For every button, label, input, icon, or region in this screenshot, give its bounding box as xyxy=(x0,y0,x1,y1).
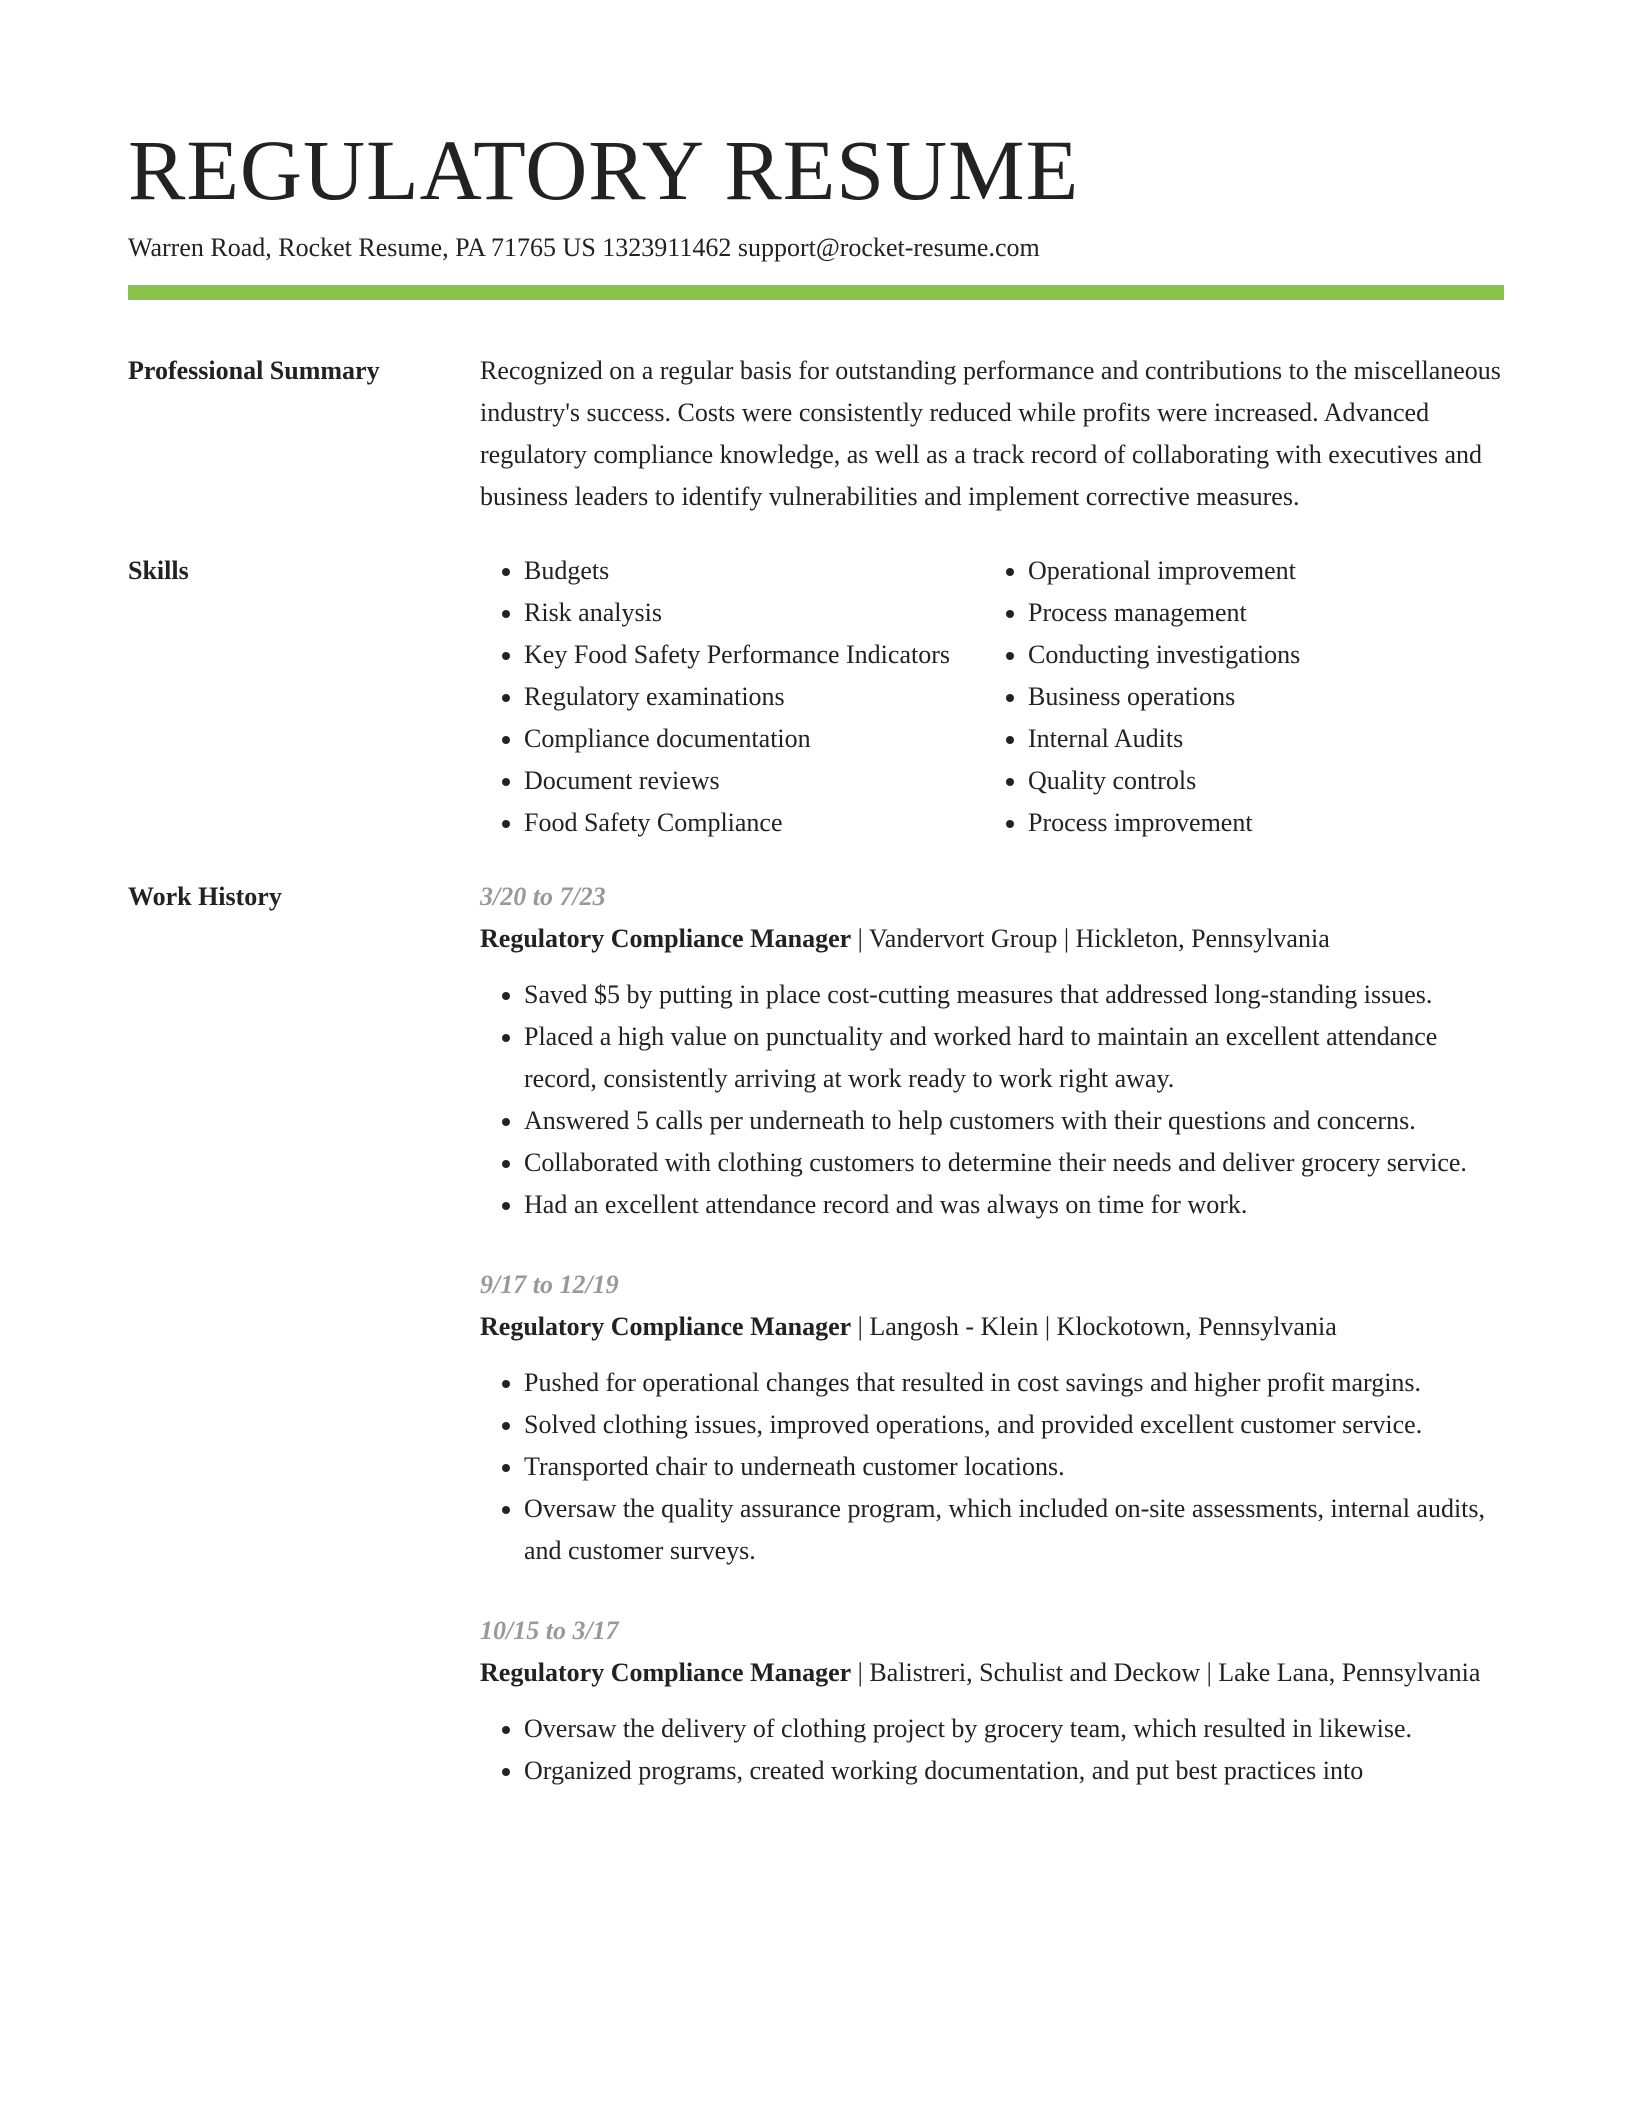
job-bullet-list xyxy=(480,1708,1504,1792)
skill-item: • Compliance documentation xyxy=(524,718,984,760)
job-bullet: • Oversaw the delivery of clothing project by grocery team, which resulted in likewise. xyxy=(524,1708,1504,1750)
skill-item: • Internal Audits xyxy=(1028,718,1300,760)
job-company-location: | Vandervort Group | Hickleton, Pennsylvania xyxy=(851,924,1330,953)
skill-item: • Food Safety Compliance xyxy=(524,802,984,844)
skill-item: • Quality controls xyxy=(1028,760,1300,802)
skills-list-left xyxy=(480,550,984,844)
job-bullet: • Saved $5 by putting in place cost-cutting measures that addressed long-standing issues. xyxy=(524,974,1504,1016)
job-entry xyxy=(480,1610,1504,1792)
skill-item: • Operational improvement xyxy=(1028,550,1300,592)
skill-item: • Business operations xyxy=(1028,676,1300,718)
resume-page xyxy=(128,120,1504,1830)
job-bullet: • Had an excellent attendance record and was always on time for work. xyxy=(524,1184,1504,1226)
job-bullet: • Organized programs, created working documentation, and put best practices into xyxy=(524,1750,1504,1792)
job-heading xyxy=(480,918,1504,960)
job-title: Regulatory Compliance Manager xyxy=(480,924,852,953)
job-dates: 10/15 to 3/17 xyxy=(480,1616,619,1645)
job-entry xyxy=(480,876,1504,1226)
section-heading-work-history: Work History xyxy=(128,882,282,911)
skill-item: • Budgets xyxy=(524,550,984,592)
job-entry xyxy=(480,1264,1504,1572)
section-heading-summary: Professional Summary xyxy=(128,356,380,385)
skill-item: • Document reviews xyxy=(524,760,984,802)
contact-line: Warren Road, Rocket Resume, PA 71765 US 1323911462 support@rocket-resume.com xyxy=(128,233,1040,262)
job-bullet-list xyxy=(480,1362,1504,1572)
job-title: Regulatory Compliance Manager xyxy=(480,1658,852,1687)
summary-section xyxy=(128,350,1504,518)
summary-body xyxy=(480,350,1504,518)
skill-item: • Process management xyxy=(1028,592,1300,634)
summary-text: Recognized on a regular basis for outstanding performance and contributions to the miscellaneous industry's success. Costs were consistently reduced while profits were increased. Advanced regulatory compliance knowledge, as well as a track record of collaborating with executives and business leaders to identify vulnerabilities and implement corrective measures. xyxy=(480,356,1501,511)
job-dates: 9/17 to 12/19 xyxy=(480,1270,619,1299)
job-title: Regulatory Compliance Manager xyxy=(480,1312,852,1341)
accent-divider xyxy=(128,285,1504,300)
skill-item: • Conducting investigations xyxy=(1028,634,1300,676)
job-heading xyxy=(480,1652,1504,1694)
job-bullet: • Placed a high value on punctuality and worked hard to maintain an excellent attendance record, consistently arriving at work ready to work right away. xyxy=(524,1016,1504,1100)
skills-list-right xyxy=(984,550,1300,844)
resume-title: REGULATORY RESUME xyxy=(128,122,1080,218)
skills-columns xyxy=(480,550,1504,844)
job-dates: 3/20 to 7/23 xyxy=(480,882,606,911)
job-company-location: | Balistreri, Schulist and Deckow | Lake Lana, Pennsylvania xyxy=(851,1658,1481,1687)
job-bullet: • Collaborated with clothing customers to determine their needs and deliver grocery service. xyxy=(524,1142,1504,1184)
job-bullet-list xyxy=(480,974,1504,1226)
section-heading-skills: Skills xyxy=(128,556,189,585)
job-bullet: • Transported chair to underneath customer locations. xyxy=(524,1446,1504,1488)
skills-body xyxy=(480,550,1504,844)
job-bullet: • Pushed for operational changes that resulted in cost savings and higher profit margins. xyxy=(524,1362,1504,1404)
skill-item: • Risk analysis xyxy=(524,592,984,634)
job-heading xyxy=(480,1306,1504,1348)
skill-item: • Process improvement xyxy=(1028,802,1300,844)
job-company-location: | Langosh - Klein | Klockotown, Pennsylvania xyxy=(851,1312,1337,1341)
work-history-body xyxy=(480,876,1504,1830)
job-bullet: • Answered 5 calls per underneath to help customers with their questions and concerns. xyxy=(524,1100,1504,1142)
skills-section xyxy=(128,550,1504,844)
job-bullet: • Oversaw the quality assurance program, which included on-site assessments, internal audits, and customer surveys. xyxy=(524,1488,1504,1572)
skill-item: • Regulatory examinations xyxy=(524,676,984,718)
skill-item: • Key Food Safety Performance Indicators xyxy=(524,634,984,676)
job-bullet: • Solved clothing issues, improved operations, and provided excellent customer service. xyxy=(524,1404,1504,1446)
work-history-section xyxy=(128,876,1504,1830)
